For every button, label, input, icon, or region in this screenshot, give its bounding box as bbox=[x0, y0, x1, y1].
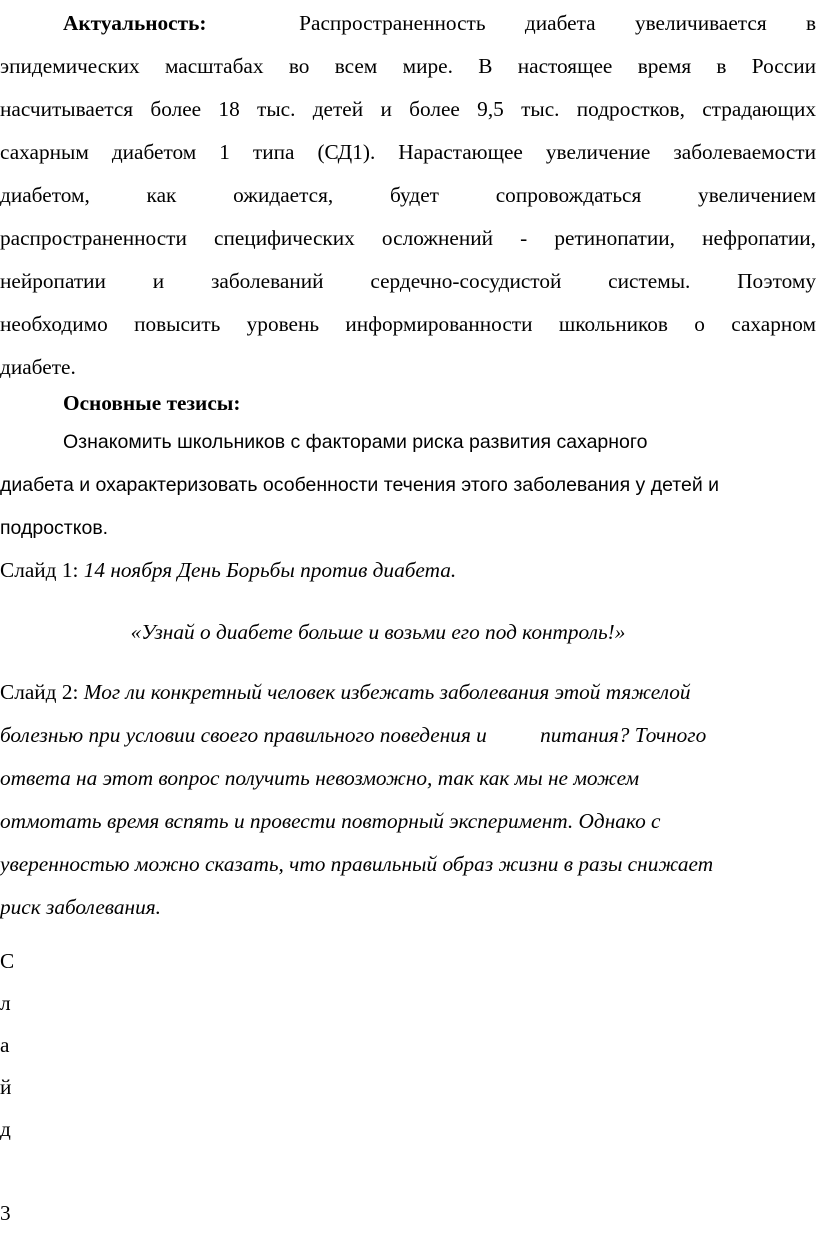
relevance-paragraph bbox=[0, 2, 816, 389]
slide3-number: 3 bbox=[0, 1201, 11, 1225]
theses-line: подростков. bbox=[0, 517, 109, 539]
slide2-line: риск заболевания. bbox=[0, 895, 161, 919]
theses-heading: Основные тезисы: bbox=[63, 391, 241, 415]
slide3-letter: л bbox=[0, 991, 11, 1015]
slide3-spacer bbox=[0, 1150, 14, 1192]
slide3-letter: С bbox=[0, 949, 15, 973]
relevance-first-line bbox=[0, 2, 816, 45]
slide1-section bbox=[0, 549, 816, 592]
slide2-line: ответа на этот вопрос получить невозможно, так как мы не можем bbox=[0, 766, 640, 790]
relevance-line: нейропатии и заболеваний сердечно-сосудистой системы. Поэтому bbox=[0, 269, 816, 293]
relevance-line: распространенности специфических осложнений - ретинопатии, нефропатии, bbox=[0, 226, 816, 250]
slide2-line: болезнью при условии своего правильного поведения и питания? Точного bbox=[0, 723, 707, 747]
theses-section bbox=[0, 382, 816, 425]
relevance-line: насчитывается более 18 тыс. детей и более 9,5 тыс. подростков, страдающих bbox=[0, 97, 816, 121]
slide1-quote: «Узнай о диабете больше и возьми его под контроль!» bbox=[130, 620, 626, 644]
slide2-line: отмотать время вспять и провести повторный эксперимент. Однако с bbox=[0, 809, 661, 833]
slide2-first-line bbox=[0, 671, 816, 714]
slide2-label: Слайд 2: bbox=[0, 680, 79, 704]
slide1-title: 14 ноября День Борьбы против диабета. bbox=[83, 558, 457, 582]
slide3-letter: д bbox=[0, 1117, 11, 1141]
relevance-line: диабетом, как ожидается, будет сопровождаться увеличением bbox=[0, 183, 816, 207]
relevance-line: эпидемических масштабах во всем мире. В настоящее время в России bbox=[0, 54, 816, 78]
theses-line: диабета и охарактеризовать особенности течения этого заболевания у детей и bbox=[0, 474, 720, 496]
relevance-heading: Актуальность: bbox=[63, 11, 207, 35]
relevance-last-line: диабете. bbox=[0, 355, 76, 379]
slide2-line: уверенностью можно сказать, что правильный образ жизни в разы снижает bbox=[0, 852, 714, 876]
theses-line: Ознакомить школьников с факторами риска развития сахарного bbox=[63, 431, 648, 453]
relevance-line: сахарным диабетом 1 типа (СД1). Нарастающее увеличение заболеваемости bbox=[0, 140, 816, 164]
slide3-vertical-label bbox=[0, 940, 14, 1234]
slide1-line bbox=[0, 549, 816, 592]
slide3-letter: й bbox=[0, 1075, 12, 1099]
relevance-first-line-text: Распространенность диабета увеличивается в bbox=[299, 11, 816, 35]
slide1-label: Слайд 1: bbox=[0, 558, 79, 582]
theses-paragraph bbox=[0, 421, 816, 550]
slide1-quote-block bbox=[0, 611, 786, 654]
slide2-section bbox=[0, 671, 816, 929]
slide3-letter: а bbox=[0, 1033, 10, 1057]
slide2-line: Мог ли конкретный человек избежать заболевания этой тяжелой bbox=[83, 680, 691, 704]
relevance-line: необходимо повысить уровень информированности школьников о сахарном bbox=[0, 312, 816, 336]
